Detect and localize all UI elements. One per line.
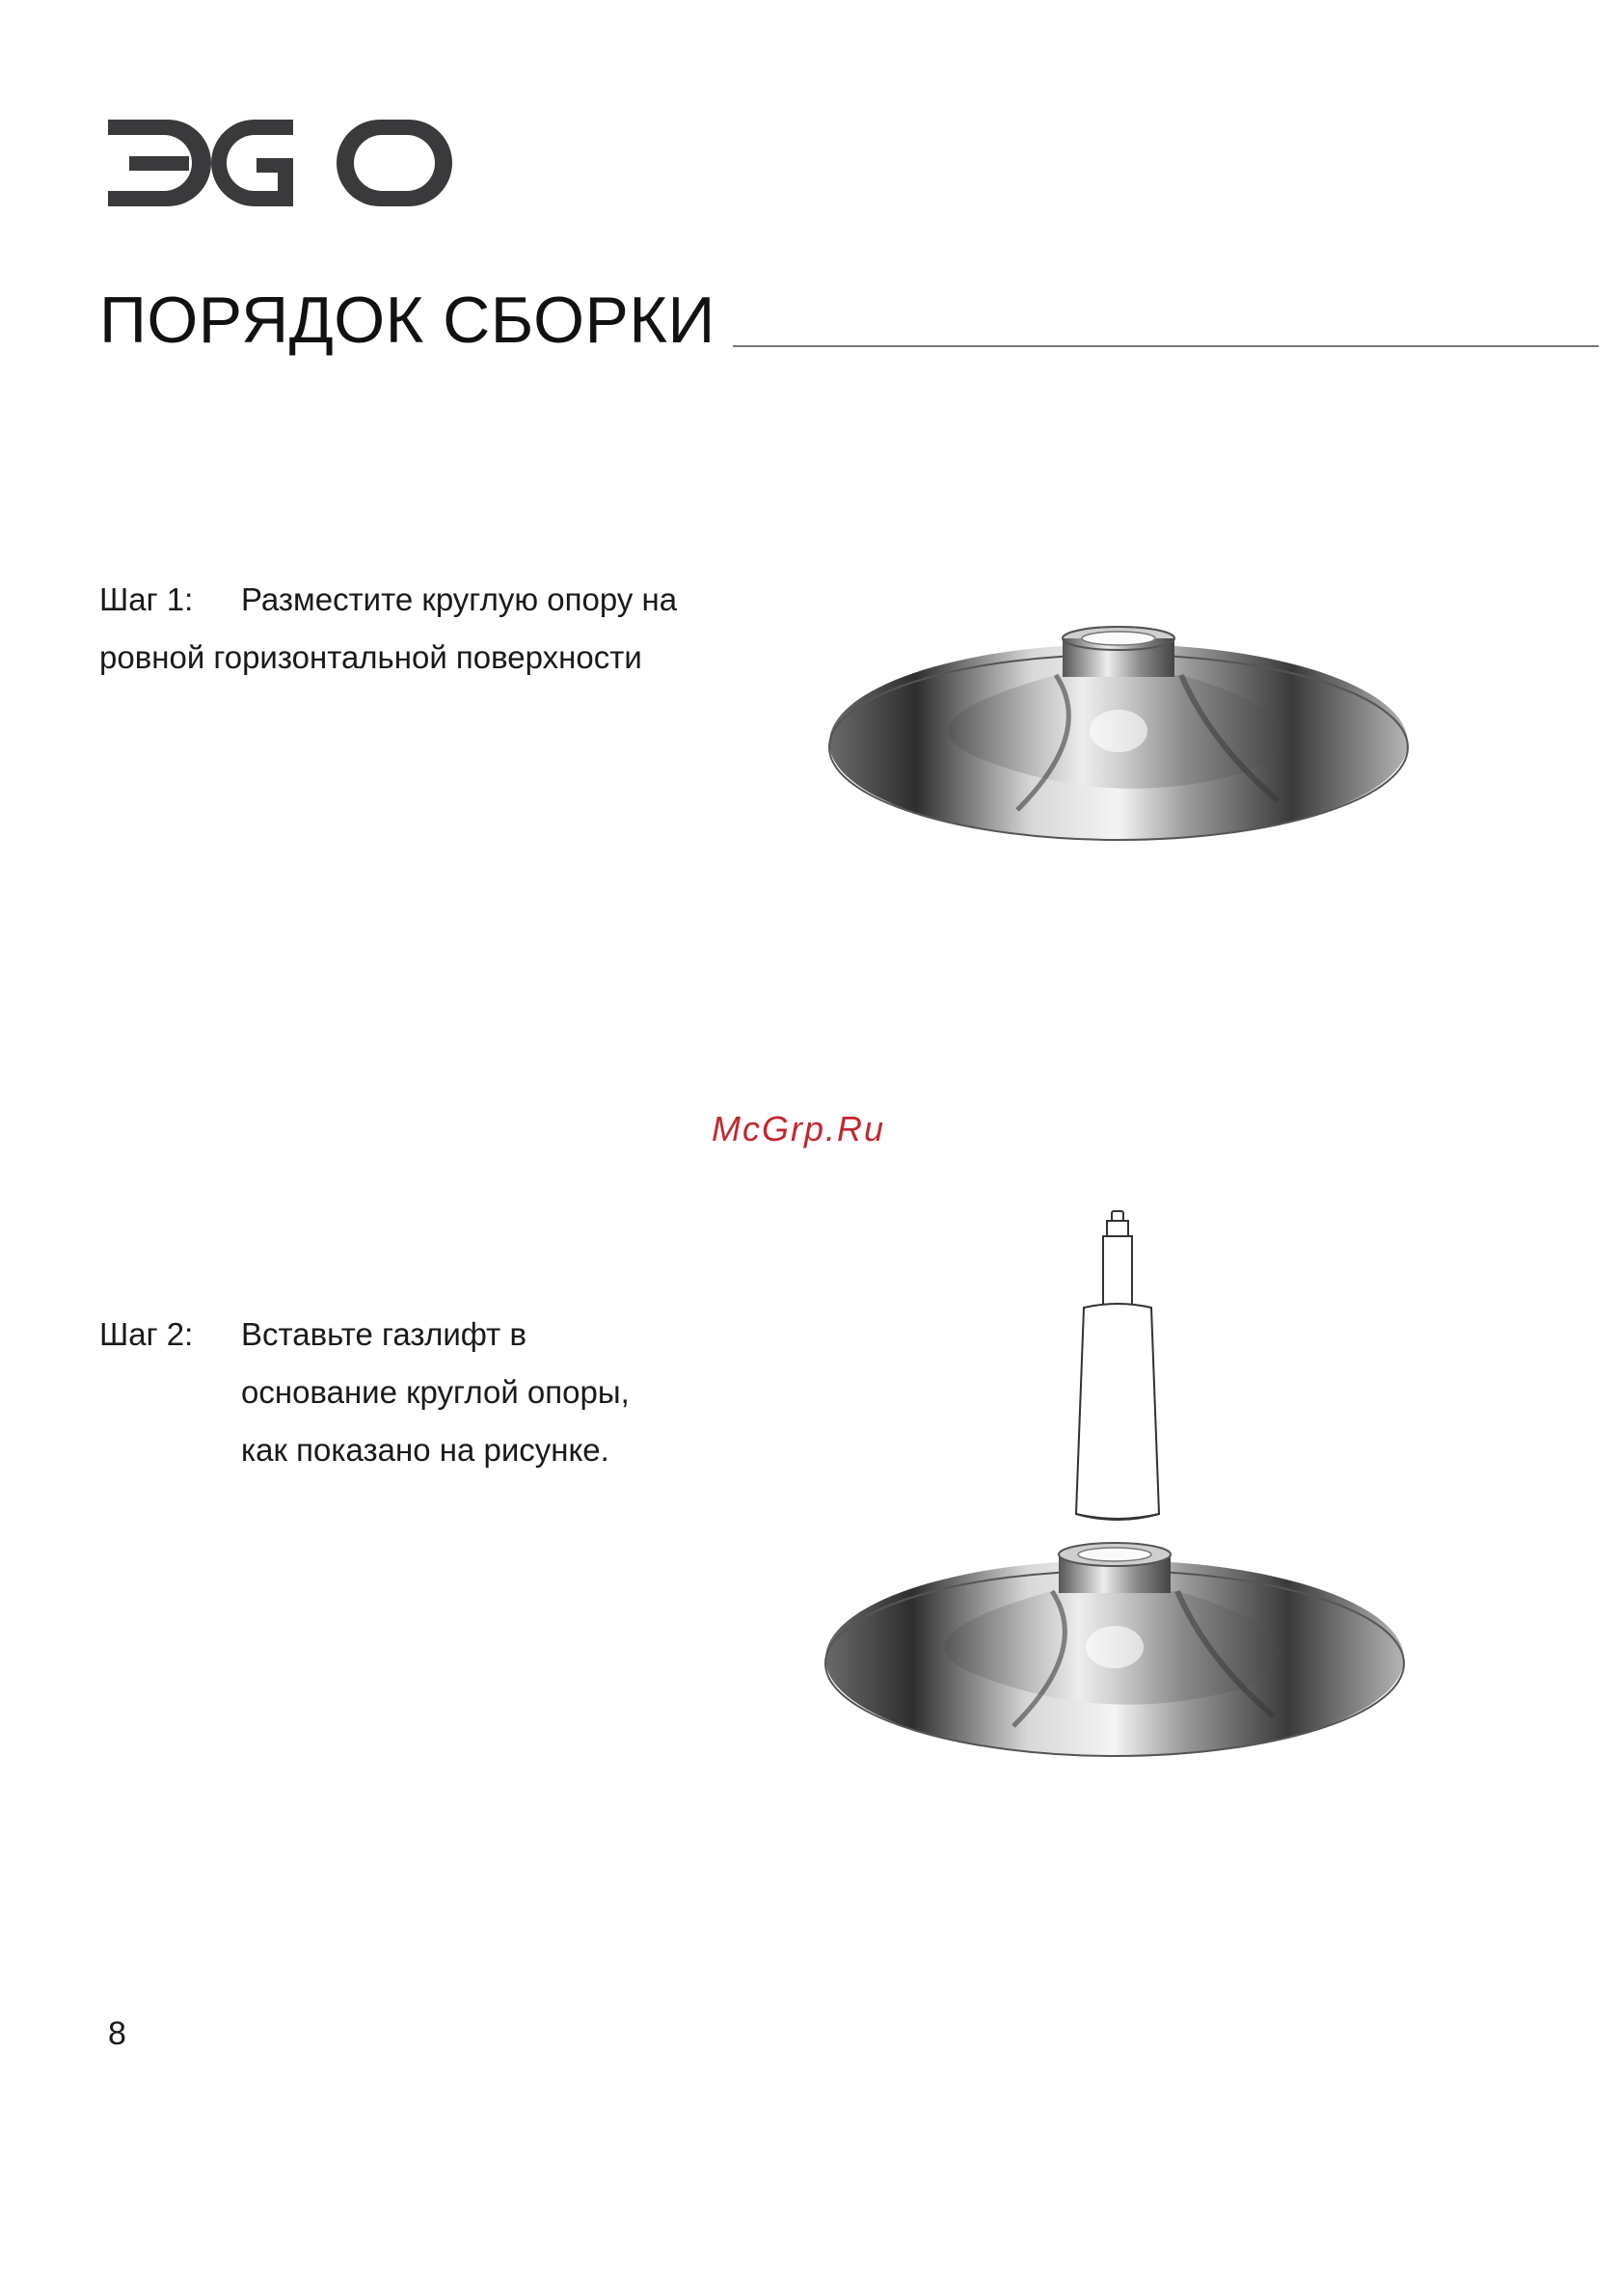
round-base-icon [824, 617, 1413, 868]
step-2-text-2: основание круглой опоры, [241, 1374, 630, 1410]
step-1-text-1: Разместите круглую опору на [241, 581, 678, 617]
step-2-text-1: Вставьте газлифт в [241, 1316, 527, 1352]
step-1-instruction [99, 571, 774, 687]
step-2-label: Шаг 2: [99, 1316, 194, 1352]
title-divider [733, 345, 1599, 347]
step-2-line-1 [99, 1306, 774, 1364]
step-2-instruction [99, 1306, 774, 1479]
watermark-text: McGrp.Ru [712, 1109, 886, 1148]
ego-logo-icon [100, 100, 467, 226]
page-number: 8 [108, 2015, 126, 2052]
step-1-line-1 [99, 571, 774, 629]
title-row [99, 276, 1599, 357]
gas-lift-icon [1076, 1211, 1159, 1520]
step-2-text-3: как показано на рисунке. [241, 1432, 609, 1468]
gas-lift-assembly-figure [822, 1205, 1412, 1794]
round-base-icon [825, 1543, 1404, 1757]
page-title: ПОРЯДОК СБОРКИ [99, 284, 715, 357]
step-1-label: Шаг 1: [99, 581, 194, 617]
step-1-text-2: ровной горизонтальной поверхности [99, 639, 642, 675]
